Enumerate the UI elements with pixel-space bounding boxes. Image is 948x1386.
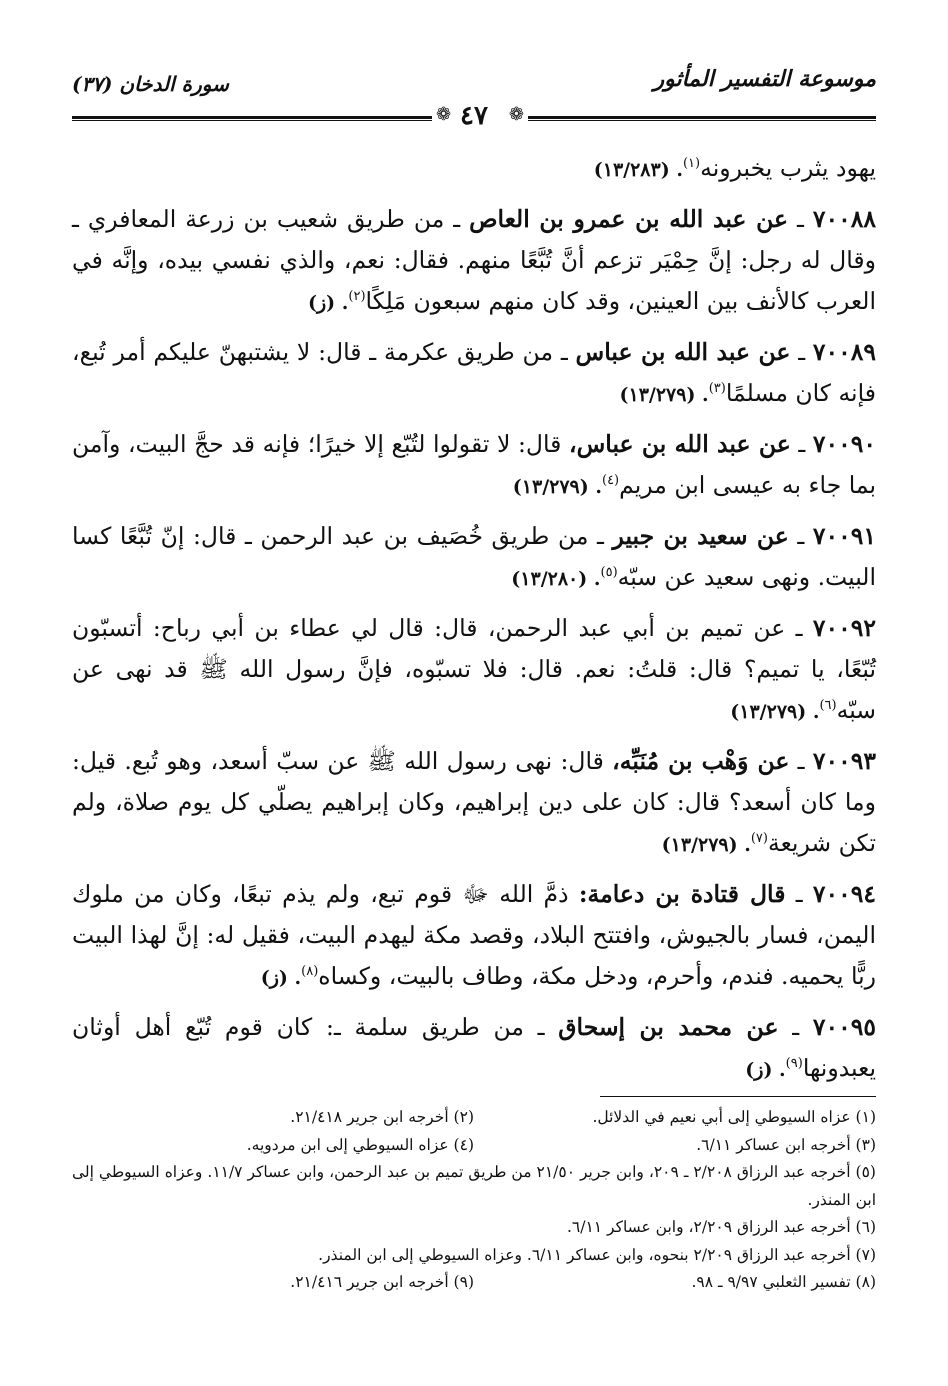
hadith-paragraph: ٧٠٠٩٥ ـ عن محمد بن إسحاق ـ من طريق سلمة ـ: كان قوم تُبّع أهل أوثان يعبدونها$^{(٩)}$. (ز) <box>72 1013 876 1082</box>
paragraph-continuation <box>72 148 876 191</box>
footnote-row <box>72 1104 876 1132</box>
footnote-marker[interactable]: (٩) <box>785 1056 803 1072</box>
footnote-4: (٤) عزاه السيوطي إلى ابن مردويه. <box>246 1135 474 1154</box>
page-number: ٤٧ <box>460 101 488 131</box>
header-rule <box>72 102 876 132</box>
footnote-marker[interactable]: (٤) <box>601 473 620 489</box>
hadith-number: ٧٠٠٩٣ <box>812 747 876 775</box>
hadith-number: ٧٠٠٨٩ <box>812 338 876 366</box>
page-header <box>72 64 876 136</box>
footnote-1: (١) عزاه السيوطي إلى أبي نعيم في الدلائل. <box>592 1108 876 1126</box>
volume-reference: . (١٣/٢٧٩) <box>619 384 709 406</box>
volume-reference: . (ز) <box>745 1059 786 1081</box>
footnote-row <box>72 1132 876 1160</box>
paragraph-text: ـ من طريق شعيب بن زرعة المعافري ـ وقال له رجل: إنَّ حِمْيَر تزعم أنَّ تُبَّعًا منهم. فقال: نعم، والذي نفسي بيده، وإنَّه في العرب كالأنف بين العينين، وقد كان منهم سبعون مَلِكًا <box>72 205 876 315</box>
footnote-marker[interactable]: (٣) <box>708 381 726 397</box>
volume-reference: . (١٣/٢٨٠) <box>511 568 601 590</box>
ornament-icon: ❁ <box>436 104 452 125</box>
hadith-number: ٧٠٠٩١ <box>812 522 876 550</box>
hadith-number: ٧٠٠٩٢ <box>812 614 877 642</box>
hadith-paragraph: ٧٠٠٩٢ ـ عن تميم بن أبي عبد الرحمن، قال: قال لي عطاء بن أبي رباح: أتسبّون تُبّعًا، يا تميم؟ قال: قلتُ: نعم. قال: فلا تسبّوه، فإنَّ رسول الله ﷺ قد نهى عن سبّه$^{(٦)}$. (١٣/٢٧٩) <box>72 614 877 724</box>
paragraph-text: عن تميم بن أبي عبد الرحمن، قال: قال لي عطاء بن أبي رباح: أتسبّون تُبّعًا، يا تميم؟ قال: قلتُ: نعم. قال: فلا تسبّوه، فإنَّ رسول الله ﷺ قد نهى عن سبّه <box>72 614 876 724</box>
book-title: موسوعة التفسير المأثور <box>653 66 876 92</box>
footnote-marker[interactable]: (٧) <box>750 831 768 847</box>
footnote-3: (٣) أخرجه ابن عساكر ٦/١١. <box>696 1135 876 1154</box>
volume-reference: . (١٣/٢٧٩) <box>730 701 820 723</box>
footnote-6: (٦) أخرجه عبد الرزاق ٢/٢٠٩، وابن عساكر ٦/١١. <box>566 1218 876 1236</box>
hadith-paragraph: ٧٠٠٩٣ ـ عن وَهْب بن مُنَبِّه، قال: نهى رسول الله ﷺ عن سبّ أسعد، وهو تُبع. قيل: وما كان أسعد؟ قال: كان على دين إبراهيم، وكان إبراهيم يصلّي كل يوم صلاة، ولم تكن شريعة$^{(٧)}$. (١٣/٢٧٩) <box>72 747 876 857</box>
surah-title: سورة الدخان (٣٧) <box>72 72 229 96</box>
hadith-number: ٧٠٠٨٨ <box>812 205 876 233</box>
hadith-number: ٧٠٠٩٥ <box>812 1013 876 1041</box>
narrator-name: عن سعيد بن جبير <box>612 522 789 550</box>
hadith-number: ٧٠٠٩٠ <box>812 430 876 458</box>
hadith-paragraph: ٧٠٠٩١ ـ عن سعيد بن جبير ـ من طريق خُصَيف بن عبد الرحمن ـ قال: إنّ تُبَّعًا كسا البيت. ونهى سعيد عن سبّه$^{(٥)}$. (١٣/٢٨٠) <box>72 522 876 591</box>
paragraph-text: ـ من طريق خُصَيف بن عبد الرحمن ـ قال: إنّ تُبَّعًا كسا البيت. ونهى سعيد عن سبّه <box>72 522 876 591</box>
footnote-marker[interactable]: (٨) <box>301 964 319 980</box>
volume-reference: . (١٣/٢٧٩) <box>512 476 602 498</box>
hadith-paragraph: ٧٠٠٩٤ ـ قال قتادة بن دعامة: ذمَّ الله ﷻ قوم تبع، ولم يذم تبعًا، وكان من ملوك اليمن، فسار بالجيوش، وافتتح البلاد، وقصد مكة ليهدم البيت، فقيل له: إنَّ لهذا البيت ربًّا يحميه. فندم، وأحرم، ودخل مكة، وطاف بالبيت، وكساه$^{(٨)}$. (ز) <box>72 880 876 990</box>
paragraph-text: ـ من طريق عكرمة ـ قال: لا يشتبهنّ عليكم أمر تُبع، فإنه كان مسلمًا <box>72 338 876 407</box>
footnote-separator <box>600 1096 876 1097</box>
footnote-2: (٢) أخرجه ابن جرير ٢١/٤١٨. <box>290 1108 474 1126</box>
paragraph-text: يهود يثرب يخبرونه <box>700 154 876 182</box>
footnote-marker[interactable]: (٢) <box>348 289 366 305</box>
narrator-name: قال قتادة بن دعامة: <box>578 880 786 908</box>
narrator-name: عن عبد الله بن عباس، <box>569 430 791 458</box>
hadith-paragraph: ٧٠٠٨٨ ـ عن عبد الله بن عمرو بن العاص ـ من طريق شعيب بن زرعة المعافري ـ وقال له رجل: إنَّ حِمْيَر تزعم أنَّ تُبَّعًا منهم. فقال: نعم، والذي نفسي بيده، وإنَّه في العرب كالأنف بين العينين، وقد كان منهم سبعون مَلِكًا$^{(٢)}$. (ز) <box>72 205 876 315</box>
header-rule-left <box>72 116 432 119</box>
volume-reference: . (ز) <box>307 292 349 314</box>
header-rule-right <box>528 116 876 119</box>
hadith-number: ٧٠٠٩٤ <box>812 880 876 908</box>
footnote-9: (٩) أخرجه ابن جرير ٢١/٤١٦. <box>290 1273 474 1291</box>
footnote-row <box>72 1269 876 1297</box>
footnote-8: (٨) تفسير الثعلبي ٩/٩٧ ـ ٩٨. <box>691 1273 876 1291</box>
hadith-paragraph: ٧٠٠٩٠ ـ عن عبد الله بن عباس، قال: لا تقولوا لتُبّع إلا خيرًا؛ فإنه قد حجَّ البيت، وآمن بما جاء به عيسى ابن مريم$^{(٤)}$. (١٣/٢٧٩) <box>72 430 876 499</box>
footnotes <box>72 1104 876 1297</box>
volume-reference: . (١٣/٢٧٩) <box>661 834 751 856</box>
footnote-marker[interactable]: (١) <box>682 156 701 172</box>
volume-reference: . (ز) <box>260 967 302 989</box>
narrator-name: عن عبد الله بن عمرو بن العاص <box>469 205 789 233</box>
footnote-5: (٥) أخرجه عبد الرزاق ٢/٢٠٨ ـ ٢٠٩، وابن جرير ٢١/٥٠ من طريق تميم بن عبد الرحمن، وابن عساكر ١١/٧. وعزاه السيوطي إلى ابن المنذر. <box>72 1163 876 1209</box>
narrator-name: عن عبد الله بن عباس <box>575 338 791 366</box>
paragraph-text: ذمَّ الله ﷻ قوم تبع، ولم يذم تبعًا، وكان من ملوك اليمن، فسار بالجيوش، وافتتح البلاد، وقصد مكة ليهدم البيت، فقيل له: إنَّ لهذا البيت ربًّا يحميه. فندم، وأحرم، ودخل مكة، وطاف بالبيت، وكساه <box>72 880 876 990</box>
paragraph-text: قال: لا تقولوا لتُبّع إلا خيرًا؛ فإنه قد حجَّ البيت، وآمن بما جاء به عيسى ابن مريم <box>72 430 876 499</box>
footnote-marker[interactable]: (٦) <box>819 698 837 714</box>
main-text <box>72 148 876 1099</box>
volume-reference: . (١٣/٢٨٣) <box>593 159 683 181</box>
narrator-name: عن وَهْب بن مُنَبِّه، <box>612 747 790 775</box>
paragraph-text: ـ من طريق سلمة ـ: كان قوم تُبّع أهل أوثان يعبدونها <box>72 1013 876 1082</box>
footnote-7: (٧) أخرجه عبد الرزاق ٢/٢٠٩ بنحوه، وابن عساكر ٦/١١. وعزاه السيوطي إلى ابن المنذر. <box>318 1245 876 1264</box>
hadith-paragraph: ٧٠٠٨٩ ـ عن عبد الله بن عباس ـ من طريق عكرمة ـ قال: لا يشتبهنّ عليكم أمر تُبع، فإنه كان مسلمًا$^{(٣)}$. (١٣/٢٧٩) <box>72 338 876 407</box>
narrator-name: عن محمد بن إسحاق <box>558 1013 779 1041</box>
footnote-marker[interactable]: (٥) <box>600 565 618 581</box>
ornament-icon: ❁ <box>508 104 524 125</box>
paragraph-text: قال: نهى رسول الله ﷺ عن سبّ أسعد، وهو تُبع. قيل: وما كان أسعد؟ قال: كان على دين إبراهيم، وكان إبراهيم يصلّي كل يوم صلاة، ولم تكن شريعة <box>72 747 876 857</box>
